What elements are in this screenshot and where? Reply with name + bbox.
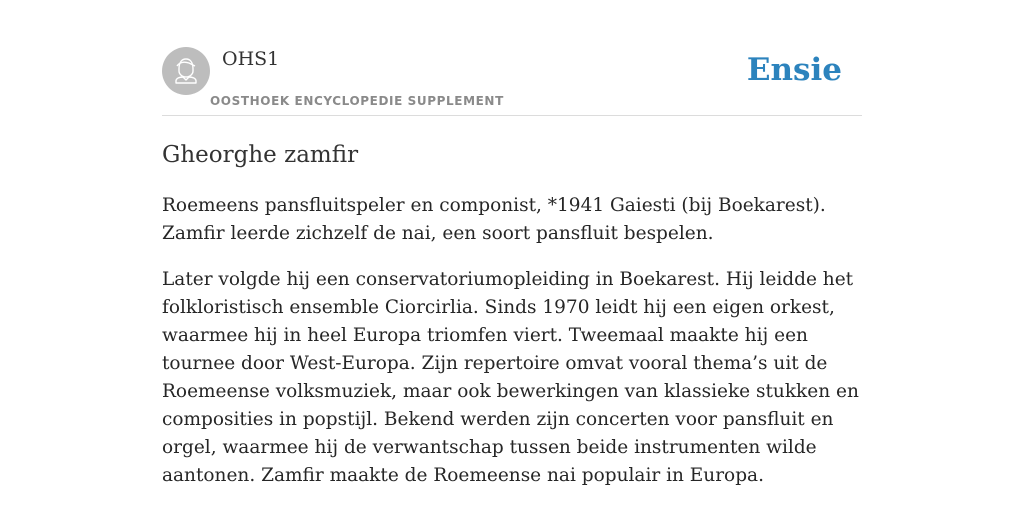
article-card	[162, 0, 862, 512]
paragraph: Roemeens pansfluitspeler en componist, *1941 Gaiesti (bij Boekarest). Zamfir leerde zichzelf de nai, een soort pansfluit bespelen.	[162, 195, 826, 244]
author-name[interactable]: OHS1	[222, 48, 280, 70]
source-label: OOSTHOEK ENCYCLOPEDIE SUPPLEMENT	[210, 94, 504, 108]
article-title: Gheorghe zamfir	[162, 142, 359, 168]
article-body	[162, 192, 862, 508]
article-header	[162, 0, 862, 116]
paragraph: Later volgde hij een conservatoriumopleiding in Boekarest. Hij leidde het folkloristisch ensemble Ciorcirlia. Sinds 1970 leidt hij een eigen orkest, waarmee hij in heel Europa triomfen viert. Tweemaal maakte hij een tournee door West-Europa. Zijn repertoire omvat vooral thema’s uit de Roemeense volksmuziek, maar ook bewerkingen van klassieke stukken en composities in popstijl. Bekend werden zijn concerten voor pansfluit en orgel, waarmee hij de verwantschap tussen beide instrumenten wilde aantonen. Zamfir maakte de Roemeense nai populair in Europa.	[162, 269, 859, 486]
brand-logo[interactable]: Ensie	[746, 52, 842, 88]
avatar[interactable]	[162, 47, 210, 95]
